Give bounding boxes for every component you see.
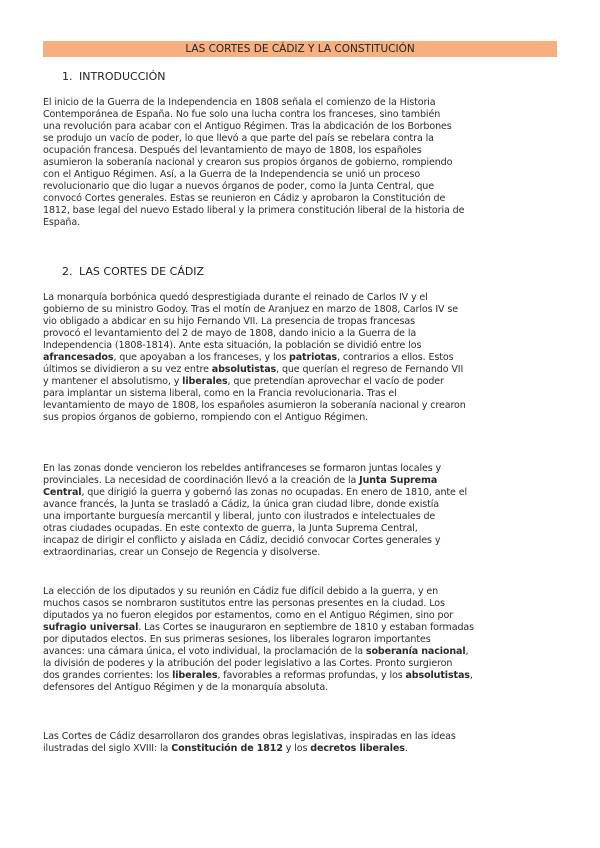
text-line bbox=[43, 181, 563, 193]
text-line bbox=[43, 316, 563, 328]
text-run: , contrarios a ellos. Estos bbox=[337, 352, 454, 363]
text-run: Independencia (1808-1814). Ante esta situación, la población se dividió entre los bbox=[43, 340, 422, 351]
text-line bbox=[43, 499, 563, 511]
text-run: levantamiento de mayo de 1808, los españoles asumieron la soberanía nacional y crearon bbox=[43, 400, 466, 411]
text-run: se produjo un vacío de poder, lo que llevó a que parte del país se rebelara contra la bbox=[43, 133, 434, 144]
text-line bbox=[43, 535, 563, 547]
text-run: gobierno de su ministro Godoy. Tras el motín de Aranjuez en marzo de 1808, Carlos IV se bbox=[43, 304, 458, 315]
text-run: avances: una cámara única, el voto individual, la proclamación de la bbox=[43, 646, 366, 657]
text-line bbox=[43, 328, 563, 340]
text-line bbox=[43, 743, 563, 755]
bold-term: absolutistas bbox=[211, 364, 277, 375]
text-run: convocó Cortes generales. Estas se reunieron en Cádiz y aprobaron la Constitución de bbox=[43, 193, 446, 204]
section-number: 1. bbox=[62, 70, 73, 83]
text-run: avance francés, la Junta se trasladó a Cádiz, la única gran ciudad libre, donde existía bbox=[43, 499, 440, 510]
text-line bbox=[43, 97, 563, 109]
text-run: y los bbox=[282, 743, 311, 754]
text-run: provinciales. La necesidad de coordinación llevó a la creación de la bbox=[43, 475, 360, 486]
text-line bbox=[43, 169, 563, 181]
section-title: INTRODUCCIÓN bbox=[79, 70, 166, 83]
text-run: El inicio de la Guerra de la Independencia en 1808 señala el comienzo de la Historia bbox=[43, 97, 436, 108]
text-run: dos grandes corrientes: los bbox=[43, 670, 173, 681]
text-line bbox=[43, 547, 563, 559]
text-line bbox=[43, 634, 563, 646]
text-run: una importante burguesía mercantil y liberal, junto con ilustrados e intelectuales de bbox=[43, 511, 436, 522]
text-run: para implantar un sistema liberal, como en la Francia revolucionaria. Tras el bbox=[43, 388, 397, 399]
text-line bbox=[43, 670, 563, 682]
text-line bbox=[43, 658, 563, 670]
text-run: defensores del Antiguo Régimen y de la monarquía absoluta. bbox=[43, 682, 328, 693]
text-line bbox=[43, 109, 563, 121]
text-line bbox=[43, 731, 563, 743]
text-run: la división de poderes y la atribución del poder legislativo a las Cortes. Pronto surgieron bbox=[43, 658, 453, 669]
text-run: La elección de los diputados y su reunión en Cádiz fue difícil debido a la guerra, y en bbox=[43, 586, 439, 597]
bold-term: soberanía nacional bbox=[365, 646, 466, 657]
paragraph-eleccion bbox=[43, 586, 563, 694]
text-line bbox=[43, 364, 563, 376]
text-line bbox=[43, 145, 563, 157]
text-run: . Las Cortes se inauguraron en septiembre de 1810 y estaban formadas bbox=[138, 622, 474, 633]
text-run: , que pretendían aprovechar el vacío de poder bbox=[227, 376, 444, 387]
section-heading-introduccion bbox=[62, 70, 166, 84]
text-line bbox=[43, 121, 563, 133]
text-line bbox=[43, 475, 563, 487]
text-run: provocó el levantamiento del 2 de mayo de 1808, dando inicio a la Guerra de la bbox=[43, 328, 417, 339]
text-run: con el Antiguo Régimen. Así, a la Guerra de la Independencia se unió un proceso bbox=[43, 169, 421, 180]
text-run: por diputados electos. En sus primeras sesiones, los liberales lograron importantes bbox=[43, 634, 431, 645]
text-line bbox=[43, 523, 563, 535]
bold-term: Constitución de 1812 bbox=[171, 743, 283, 754]
text-run: Contemporánea de España. No fue solo una lucha contra los franceses, sino también bbox=[43, 109, 441, 120]
text-run: , que dirigió la guerra y gobernó las zonas no ocupadas. En enero de 1810, ante el bbox=[81, 487, 467, 498]
text-run: ocupación francesa. Después del levantamiento de mayo de 1808, los españoles bbox=[43, 145, 422, 156]
paragraph-monarquia bbox=[43, 292, 563, 424]
bold-term: afrancesados bbox=[43, 352, 114, 363]
paragraph-juntas bbox=[43, 463, 563, 559]
text-line bbox=[43, 133, 563, 145]
text-run: . bbox=[404, 743, 408, 754]
text-line bbox=[43, 487, 563, 499]
paragraph-introduccion bbox=[43, 97, 563, 229]
text-line bbox=[43, 622, 563, 634]
text-line bbox=[43, 463, 563, 475]
text-run: y mantener el absolutismo, y bbox=[43, 376, 183, 387]
text-run: , favorables a reformas profundas, y los bbox=[217, 670, 406, 681]
section-number: 2. bbox=[62, 265, 73, 278]
section-heading-cortes-de-cadiz bbox=[62, 265, 204, 279]
text-run: una revolución para acabar con el Antiguo Régimen. Tras la abdicación de los Borbones bbox=[43, 121, 452, 132]
section-title: LAS CORTES DE CÁDIZ bbox=[79, 265, 205, 278]
text-run: ilustradas del siglo XVIII: la bbox=[43, 743, 172, 754]
text-run: , bbox=[465, 646, 469, 657]
paragraph-obras-legislativas bbox=[43, 731, 563, 755]
text-run: últimos se dividieron a su vez entre bbox=[43, 364, 212, 375]
text-run: En las zonas donde vencieron los rebeldes antifranceses se formaron juntas locales y bbox=[43, 463, 442, 474]
text-line bbox=[43, 292, 563, 304]
text-line bbox=[43, 610, 563, 622]
text-run: extraordinarias, crear un Consejo de Regencia y disolverse. bbox=[43, 547, 321, 558]
bold-term: liberales bbox=[182, 376, 228, 387]
text-line bbox=[43, 388, 563, 400]
text-line bbox=[43, 598, 563, 610]
text-line bbox=[43, 205, 563, 217]
text-line bbox=[43, 217, 563, 229]
document-title bbox=[43, 41, 557, 57]
bold-term: sufragio universal bbox=[43, 622, 139, 633]
text-line bbox=[43, 412, 563, 424]
text-run: diputados ya no fueron elegidos por estamentos, como en el Antiguo Régimen, sino por bbox=[43, 610, 454, 621]
bold-term: decretos liberales bbox=[310, 743, 405, 754]
bold-term: absolutistas bbox=[405, 670, 470, 681]
bold-term: Central bbox=[43, 487, 82, 498]
text-run: La monarquía borbónica quedó desprestigiada durante el reinado de Carlos IV y el bbox=[43, 292, 428, 303]
bold-term: patriotas bbox=[289, 352, 337, 363]
bold-term: liberales bbox=[172, 670, 218, 681]
text-run: asumieron la soberanía nacional y crearon sus propios órganos de gobierno, rompiendo bbox=[43, 157, 453, 168]
text-run: incapaz de dirigir el conflicto y aislada en Cádiz, decidió convocar Cortes generales y bbox=[43, 535, 441, 546]
text-line bbox=[43, 400, 563, 412]
text-run: , que apoyaban a los franceses, y los bbox=[113, 352, 289, 363]
text-line bbox=[43, 352, 563, 364]
text-line bbox=[43, 646, 563, 658]
text-run: España. bbox=[43, 217, 81, 228]
text-line bbox=[43, 157, 563, 169]
text-line bbox=[43, 193, 563, 205]
text-run: , bbox=[469, 670, 473, 681]
text-run: , que querían el regreso de Fernando VII bbox=[276, 364, 464, 375]
text-run: vio obligado a abdicar en su hijo Fernando VII. La presencia de tropas francesas bbox=[43, 316, 415, 327]
text-run: 1812, base legal del nuevo Estado liberal y la primera constitución liberal de la historia de bbox=[43, 205, 465, 216]
document-title-text: LAS CORTES DE CÁDIZ Y LA CONSTITUCIÓN bbox=[185, 43, 415, 55]
text-run: revolucionario que dio lugar a nuevos órganos de poder, como la Junta Central, que bbox=[43, 181, 434, 192]
text-line bbox=[43, 511, 563, 523]
bold-term: Junta Suprema bbox=[359, 475, 438, 486]
text-run: otras ciudades ocupadas. En este contexto de guerra, la Junta Suprema Central, bbox=[43, 523, 418, 534]
text-line bbox=[43, 586, 563, 598]
text-line bbox=[43, 376, 563, 388]
text-line bbox=[43, 304, 563, 316]
text-run: sus propios órganos de gobierno, rompiendo con el Antiguo Régimen. bbox=[43, 412, 369, 423]
text-run: Las Cortes de Cádiz desarrollaron dos grandes obras legislativas, inspiradas en las ideas bbox=[43, 731, 456, 742]
text-run: muchos casos se nombraron sustitutos entre las personas presentes en la ciudad. Los bbox=[43, 598, 445, 609]
text-line bbox=[43, 340, 563, 352]
text-line bbox=[43, 682, 563, 694]
